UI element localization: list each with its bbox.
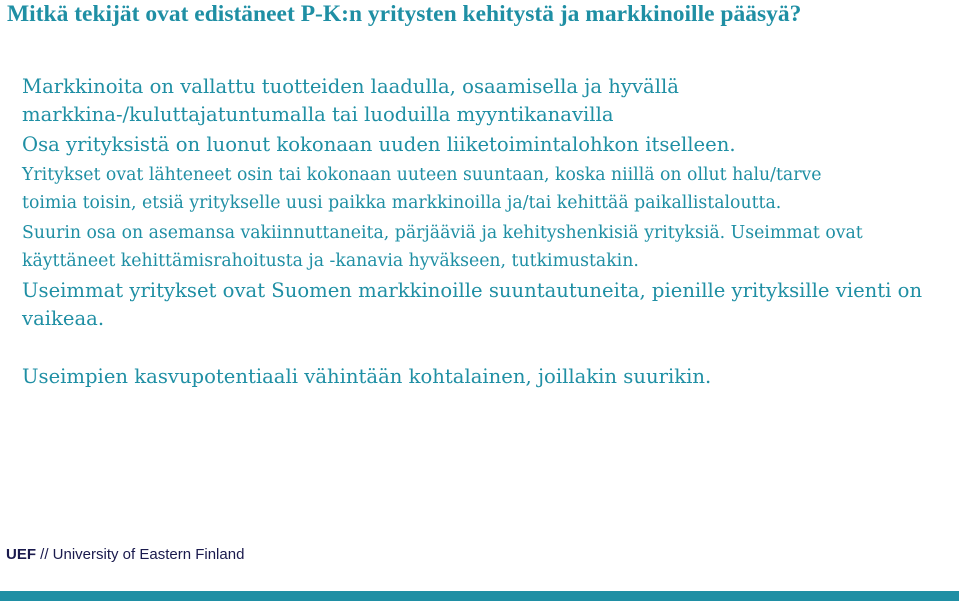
footer-separator: // [36, 546, 53, 563]
paragraph-new-direction: Yritykset ovat lähteneet osin tai kokonaan uuteen suuntaan, koska niillä on ollut halu/tarve toimia toisin, etsiä yritykselle uusi paikka markkinoilla ja/tai kehittää paikallistaloutta. [22, 165, 822, 213]
slide-title: Mitkä tekijät ovat edistäneet P-K:n yritysten kehitystä ja markkinoille pääsyä? [7, 1, 802, 27]
paragraph-new-business-unit: Osa yrityksistä on luonut kokonaan uuden liiketoimintalohkon itselleen. [22, 133, 736, 156]
footer-label [6, 545, 244, 565]
paragraph-market-capture: Markkinoita on vallattu tuotteiden laadulla, osaamisella ja hyvällä markkina-/kuluttajatuntumalla tai luoduilla myyntikanavilla [22, 75, 679, 126]
paragraph-established-companies: Suurin osa on asemansa vakiinnuttaneita, pärjääviä ja kehityshenkisiä yrityksiä. Useimmat ovat käyttäneet kehittämisrahoitusta ja -kanavia hyväkseen, tutkimustakin. [22, 223, 863, 271]
paragraph-domestic-market: Useimmat yritykset ovat Suomen markkinoille suuntautuneita, pienille yrityksille vienti on vaikeaa. [22, 279, 923, 330]
slide-body [22, 73, 952, 391]
footer-brand: UEF [6, 546, 36, 563]
paragraph-growth-potential: Useimpien kasvupotentiaali vähintään kohtalainen, joillakin suurikin. [22, 365, 712, 388]
footer-accent-bar [0, 591, 959, 601]
footer-institution: University of Eastern Finland [52, 546, 245, 563]
